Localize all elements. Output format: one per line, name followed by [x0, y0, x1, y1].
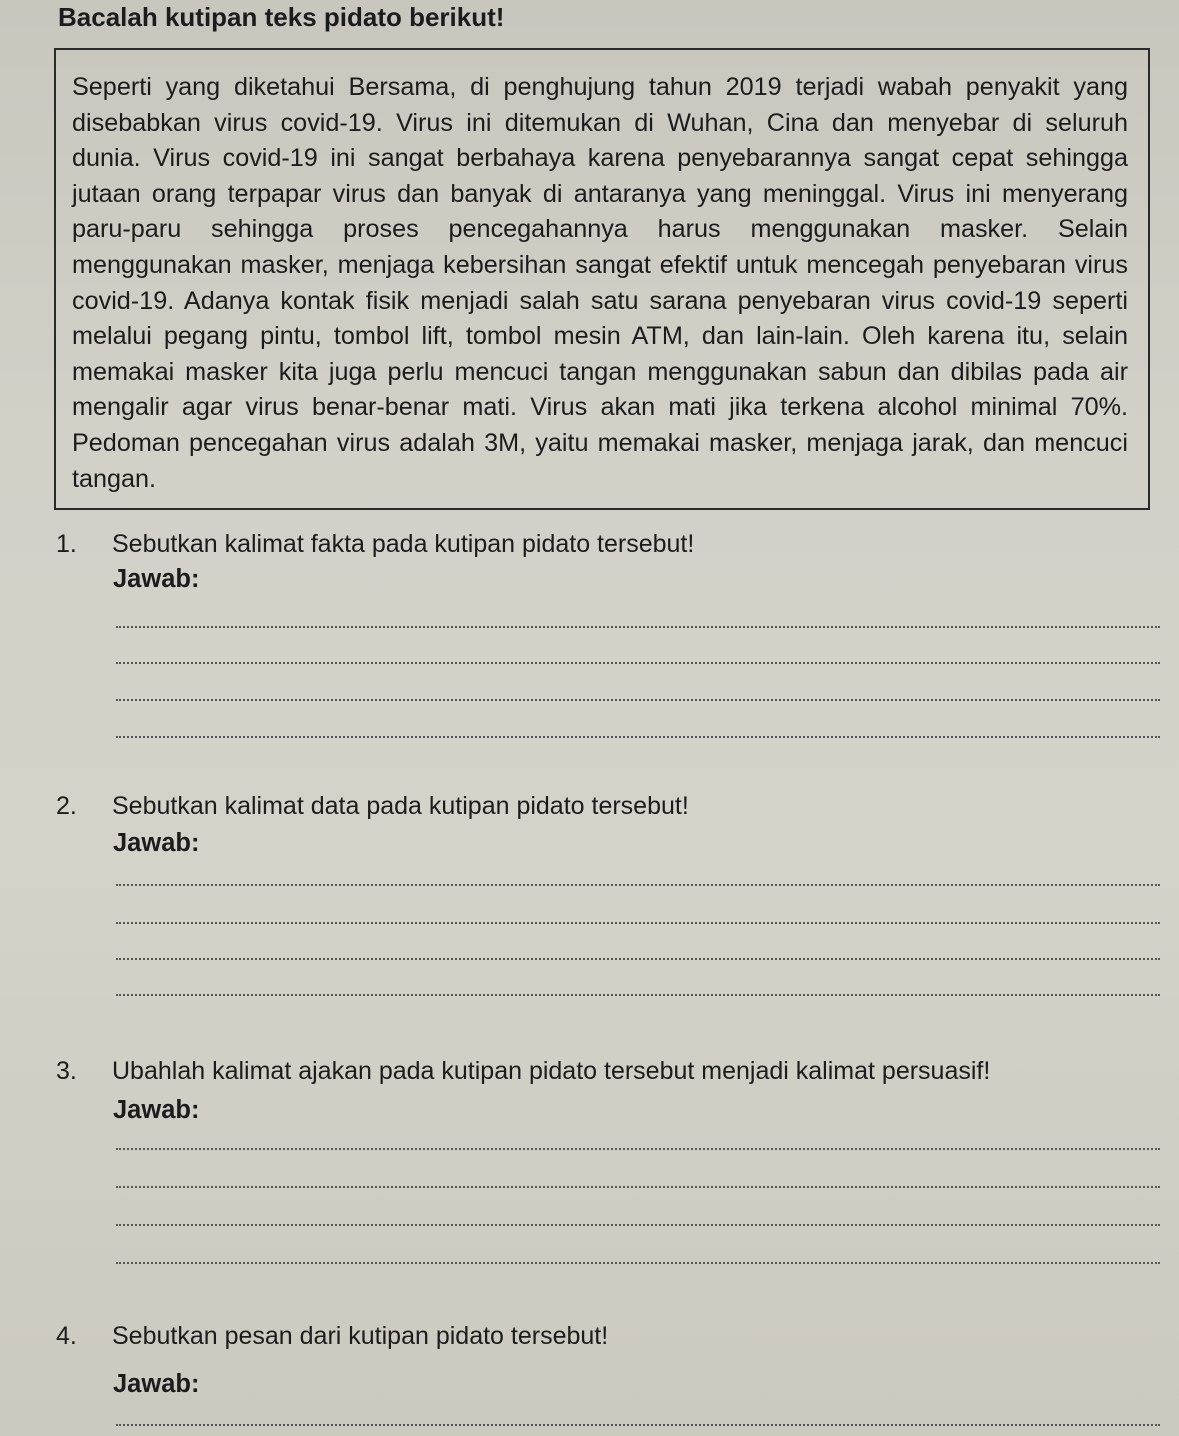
answer-line[interactable] — [116, 1224, 1160, 1226]
answer-label: Jawab: — [113, 565, 200, 593]
question-text: Sebutkan kalimat fakta pada kutipan pidato tersebut! — [112, 530, 695, 558]
question-text: Sebutkan pesan dari kutipan pidato tersebut! — [112, 1322, 609, 1350]
instruction-heading: Bacalah kutipan teks pidato berikut! — [58, 2, 505, 32]
answer-line[interactable] — [116, 1424, 1160, 1426]
question-number: 3. — [56, 1057, 77, 1085]
answer-line[interactable] — [116, 662, 1160, 664]
question-3 — [56, 1057, 990, 1086]
answer-label: Jawab: — [113, 829, 200, 857]
answer-line[interactable] — [116, 922, 1160, 924]
question-1 — [56, 530, 694, 559]
question-text: Sebutkan kalimat data pada kutipan pidato tersebut! — [112, 792, 689, 820]
speech-excerpt-box — [54, 48, 1150, 510]
answer-line[interactable] — [116, 1186, 1160, 1188]
question-number: 1. — [56, 530, 77, 558]
answer-label: Jawab: — [113, 1096, 200, 1124]
answer-line[interactable] — [116, 736, 1160, 738]
question-number: 2. — [56, 792, 77, 820]
answer-line[interactable] — [116, 1148, 1160, 1150]
answer-line[interactable] — [116, 958, 1160, 960]
question-4 — [56, 1322, 608, 1351]
answer-line[interactable] — [116, 1262, 1160, 1264]
answer-line[interactable] — [116, 699, 1160, 701]
question-text: Ubahlah kalimat ajakan pada kutipan pidato tersebut menjadi kalimat persuasif! — [112, 1057, 991, 1085]
answer-line[interactable] — [116, 884, 1160, 886]
question-2 — [56, 792, 689, 821]
answer-label: Jawab: — [113, 1370, 200, 1398]
speech-excerpt-text: Seperti yang diketahui Bersama, di penghujung tahun 2019 terjadi wabah penyakit yang disebabkan virus covid-19. Virus ini ditemukan di Wuhan, Cina dan menyebar di seluruh dunia. Virus covid-19 ini sangat berbahaya karena penyebarannya sangat cepat sehingga jutaan orang terpapar virus dan banyak di antaranya yang meninggal. Virus ini menyerang paru-paru sehingga proses pencegahannya harus menggunakan masker. Selain menggunakan masker, menjaga kebersihan sangat efektif untuk mencegah penyebaran virus covid-19. Adanya kontak fisik menjadi salah satu sarana penyebaran virus covid-19 seperti melalui pegang pintu, tombol lift, tombol mesin ATM, dan lain-lain. Oleh karena itu, selain memakai masker kita juga perlu mencuci tangan menggunakan sabun dan dibilas pada air mengalir agar virus benar-benar mati. Virus akan mati jika terkena alcohol minimal 70%. Pedoman pencegahan virus adalah 3M, yaitu memakai masker, menjaga jarak, dan mencuci tangan. — [72, 73, 1128, 493]
answer-line[interactable] — [116, 994, 1160, 996]
answer-line[interactable] — [116, 626, 1160, 628]
question-number: 4. — [56, 1322, 77, 1350]
